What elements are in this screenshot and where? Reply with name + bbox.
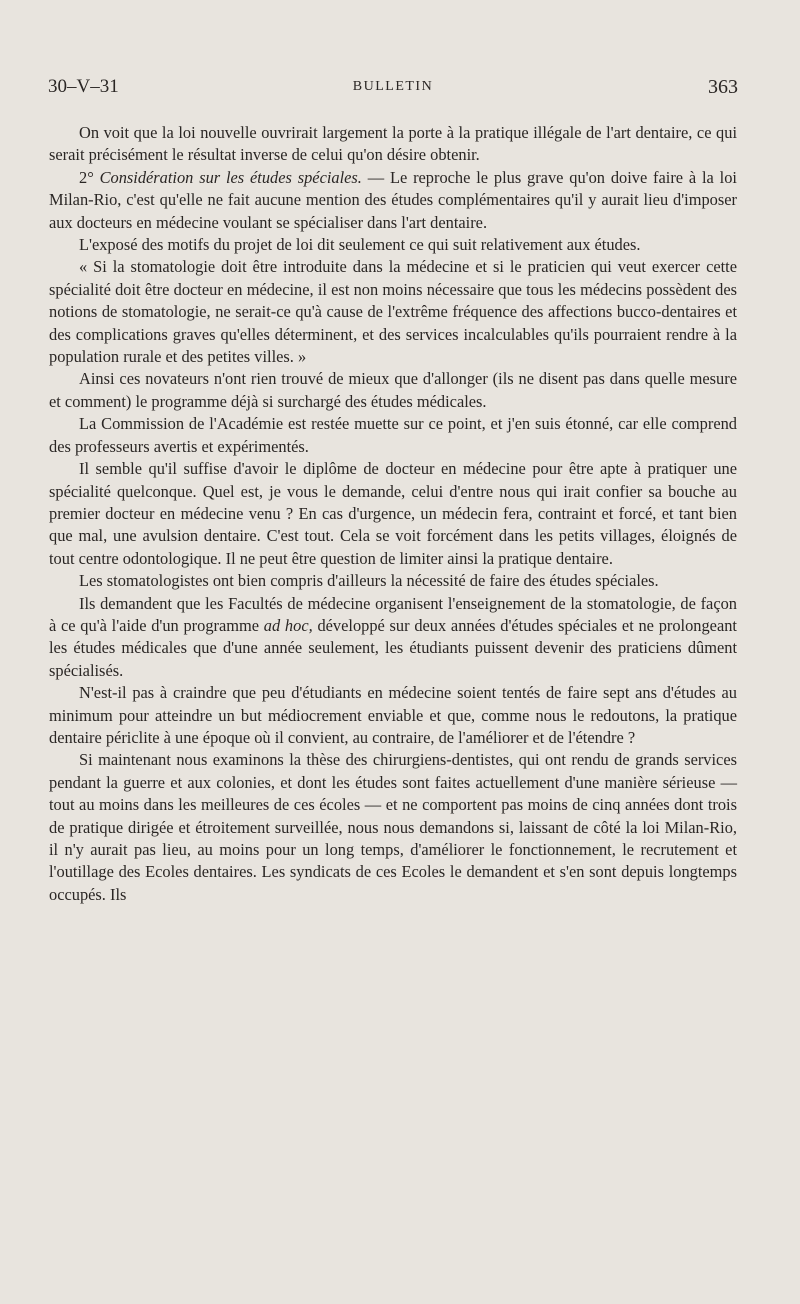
paragraph-11: Si maintenant nous examinons la thèse des chirurgiens-dentistes, qui ont rendu de grands services pendant la guerre et aux colonies, et dont les études sont faites actuellement d'une manière sérieuse — tout au moins dans les meilleures de ces écoles — et ne comportent pas moins de cinq années dont trois de pratique dirigée et étroitement surveillée, nous nous demandons si, laissant de côté la loi Milan-Rio, il n'y aurait pas lieu, au moins pour un long temps, d'améliorer le fonctionnement, le recrutement et l'outillage des Ecoles dentaires. Les syndicats de ces Ecoles le demandent et s'en sont depuis longtemps occupés. Ils — [49, 750, 737, 904]
paragraph-9-rest: développé sur deux années d'études spéciales et ne prolongeant les études médicales que d'une année seulement, les étudiants puissent devenir des praticiens dûment spécialisés. — [49, 615, 737, 680]
paragraph-9-intro: Ils demandent que les Facultés de médecine organisent l'enseignement de la stomatologie, de façon à ce qu'à l'aide d'un programme — [49, 593, 737, 635]
paragraph-3: L'exposé des motifs du projet de loi dit seulement ce qui suit relativement aux études. — [79, 235, 641, 255]
paragraph-8: Les stomatologistes ont bien compris d'ailleurs la nécessité de faire des études spéciales. — [79, 571, 659, 591]
section-heading: Considération sur les études spéciales. — [99, 167, 362, 187]
paragraph-7: Il semble qu'il suffise d'avoir le diplôme de docteur en médecine pour être apte à pratiquer une spécialité quelconque. Quel est, je vous le demande, celui d'entre nous qui irait confier sa bouche au premier docteur en médecine venu ? En cas d'urgence, un médecin fera, contraint et forcé, et tant bien que mal, une avulsion dentaire. C'est tout. Cela se voit forcément dans les petits villages, éloignés de tout centre odontologique. Il ne peut être question de limiter ainsi la pratique dentaire. — [49, 459, 737, 568]
page-number: 363 — [708, 76, 738, 98]
paragraph-9-italic: ad hoc, — [263, 615, 313, 635]
page-header — [48, 76, 738, 104]
paragraph-section-2 — [49, 167, 737, 234]
paragraph-10: N'est-il pas à craindre que peu d'étudiants en médecine soient tentés de faire sept ans d'études au minimum pour atteindre un but médiocrement enviable et que, comme nous le redoutons, la pratique dentaire périclite à une époque où il convient, au contraire, de l'améliorer et de l'étendre ? — [49, 683, 737, 747]
header-date: 30–V–31 — [48, 76, 119, 97]
paragraph-quote: « Si la stomatologie doit être introduite dans la médecine et si le praticien qui veut exercer cette spécialité doit être docteur en médecine, il est non moins nécessaire que tous les médecins possèdent des notions de stomatologie, ne serait-ce qu'à cause de l'extrême fréquence des affections bucco-dentaires et des complications graves qu'elles déterminent, et des services incalculables qu'ils pourraient rendre à la population rurale et des petites villes. » — [49, 257, 737, 367]
paragraph-1: On voit que la loi nouvelle ouvrirait largement la porte à la pratique illégale de l'art dentaire, ce qui serait précisément le résultat inverse de celui qu'on désire obtenir. — [49, 123, 737, 165]
body-text — [49, 122, 737, 906]
paragraph-9 — [49, 593, 737, 683]
section-number: 2° — [79, 167, 94, 187]
header-title: BULLETIN — [352, 79, 434, 94]
section-2-text: — Le reproche le plus grave qu'on doive faire à la loi Milan-Rio, c'est qu'elle ne fait aucune mention des études complémentaires qu'il y aurait lieu d'imposer aux docteurs en médecine voulant se spécialiser dans l'art dentaire. — [49, 167, 737, 232]
paragraph-5: Ainsi ces novateurs n'ont rien trouvé de mieux que d'allonger (ils ne disent pas dans quelle mesure et comment) le programme déjà si surchargé des études médicales. — [49, 369, 737, 411]
paragraph-6: La Commission de l'Académie est restée muette sur ce point, et j'en suis étonné, car elle comprend des professeurs avertis et expérimentés. — [49, 414, 737, 456]
